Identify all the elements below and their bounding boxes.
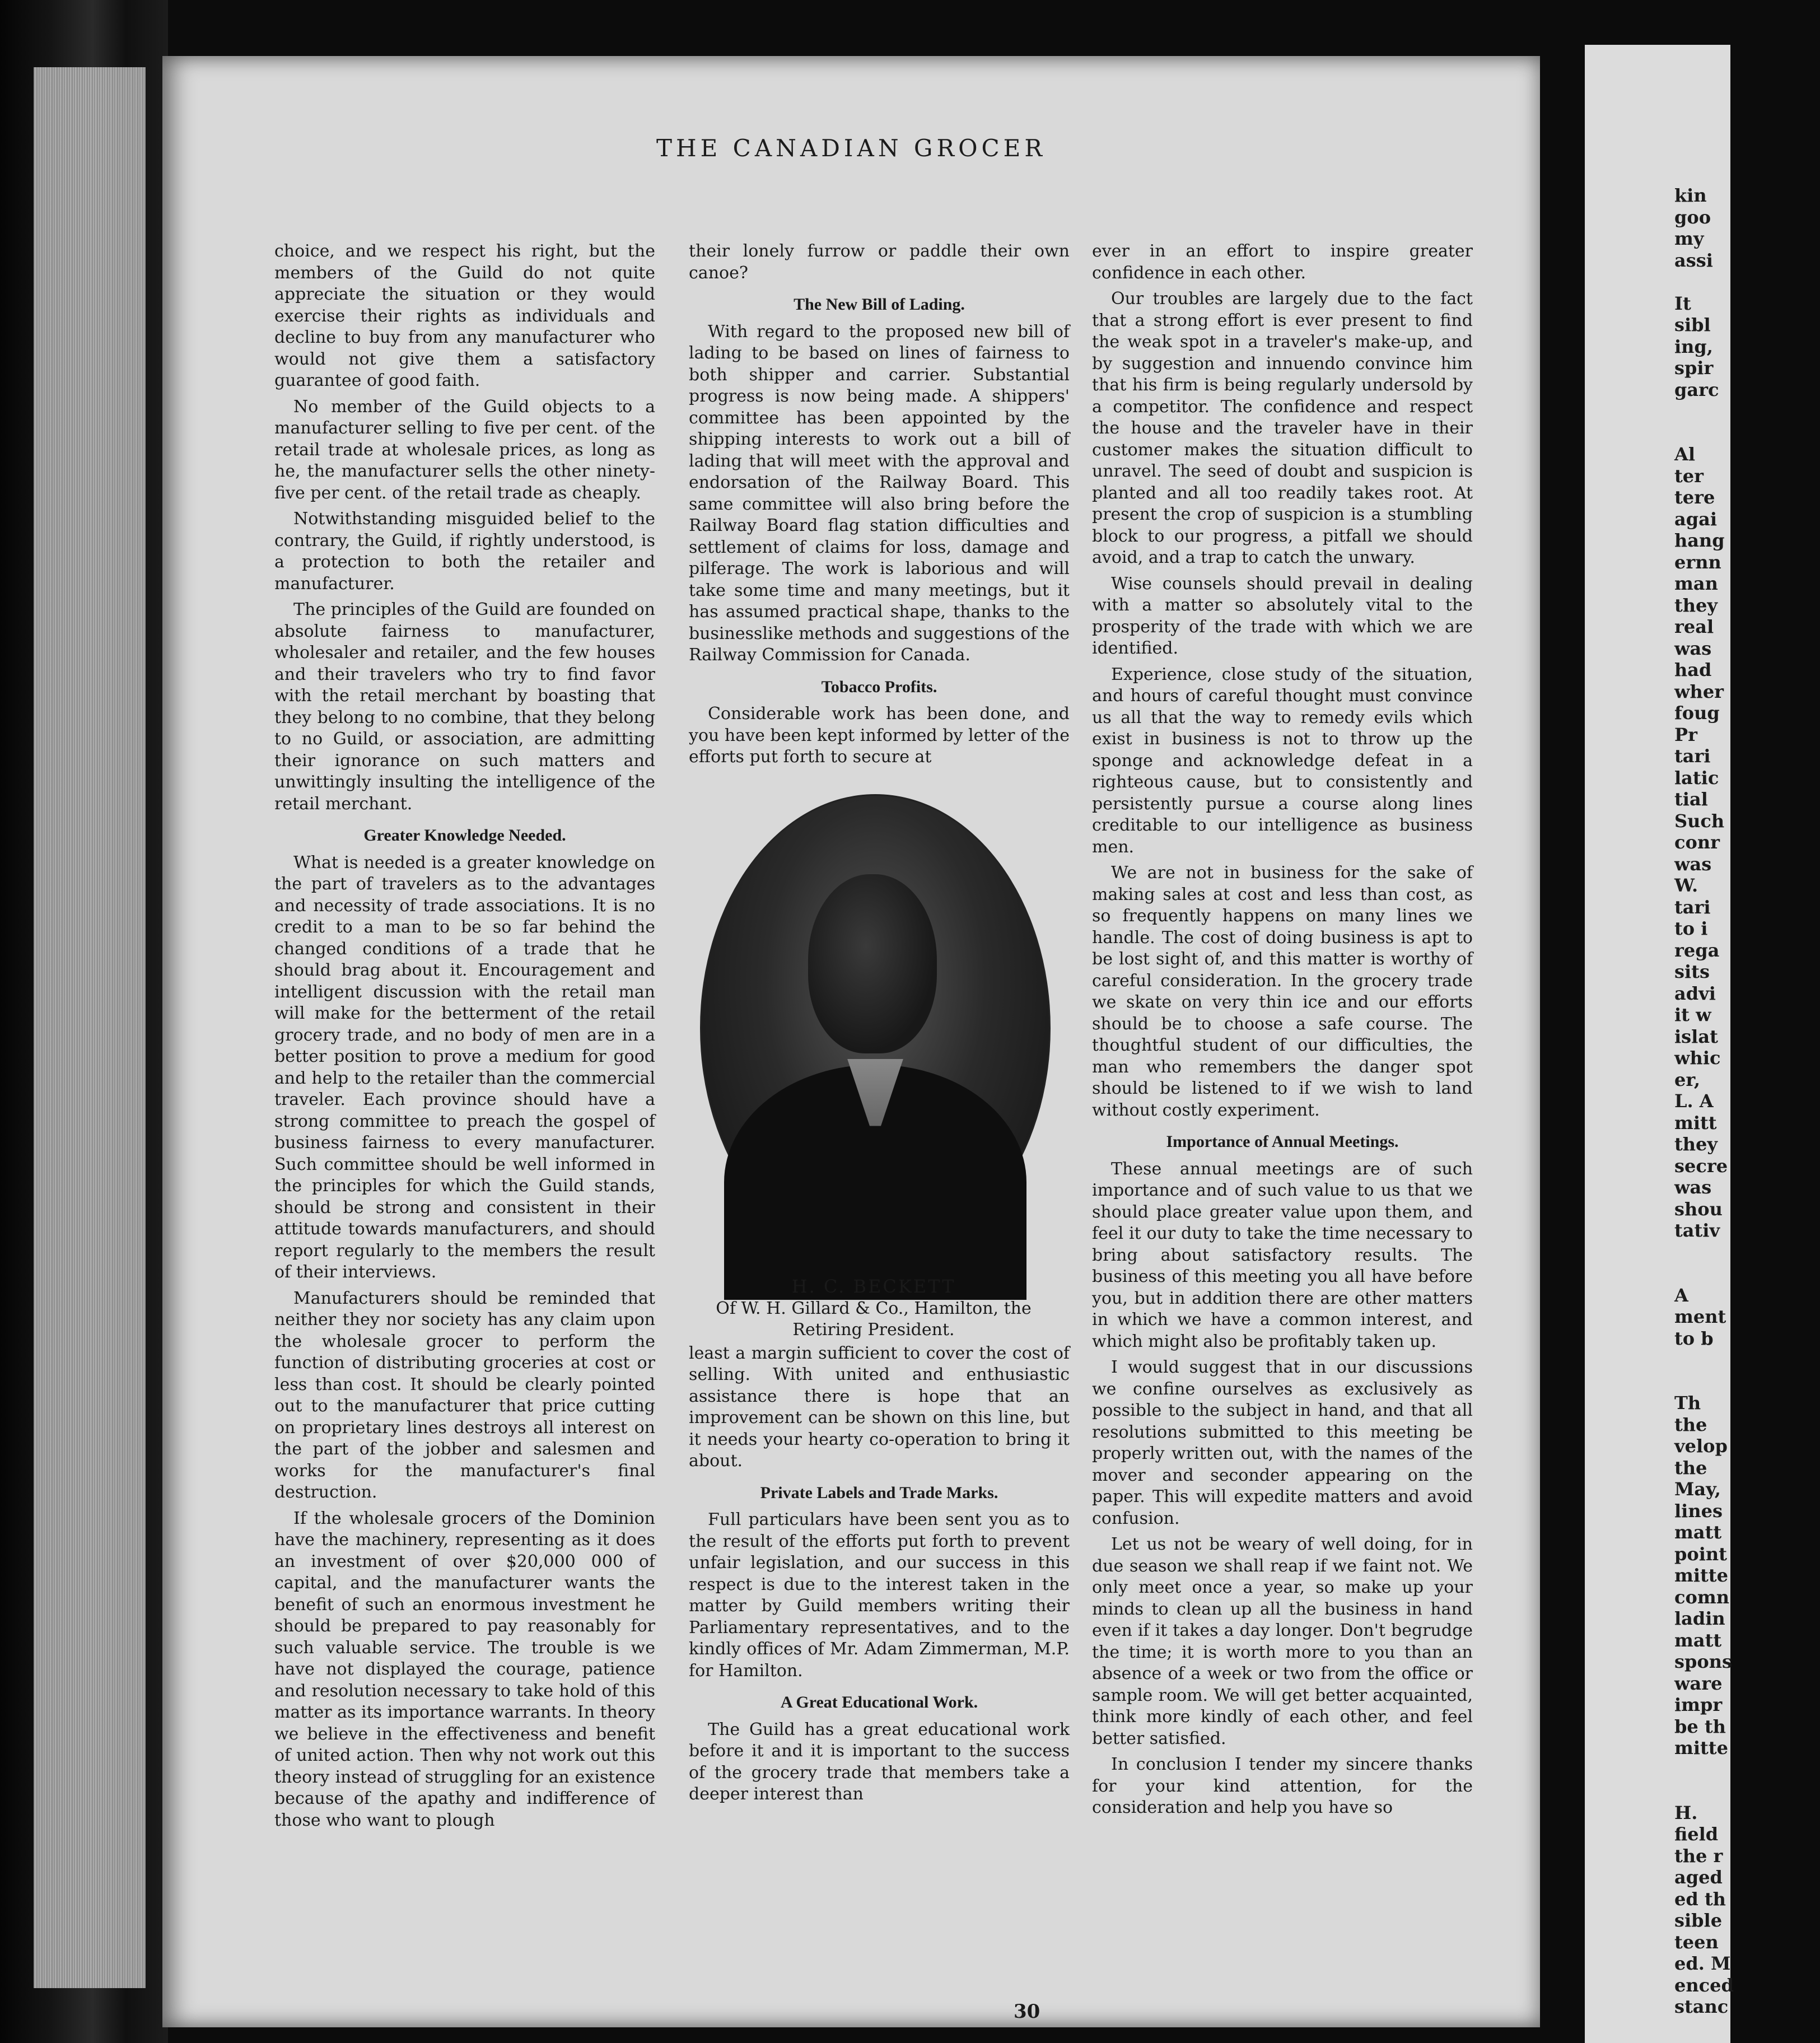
facing-page-fragment: sits (1674, 961, 1710, 982)
paragraph: These annual meetings are of such importance and of such value to us that we should place greater value upon them, and feel it our duty to take the time necessary to bring about satisfactory results. The business of this meeting you all have before you, but in addition there are other matters in which we have a common interest, and which might also be profitably taken up. (1092, 1159, 1473, 1351)
facing-page-fragment: the r (1674, 1845, 1723, 1867)
facing-page-fragment (1674, 1759, 1820, 1781)
facing-page-fragment: lines (1674, 1500, 1723, 1522)
facing-page-fragment: tari (1674, 896, 1711, 918)
facing-page-fragment: comn (1674, 1586, 1729, 1608)
column-2-bottom (689, 1343, 1070, 1806)
facing-page-fragment: man (1674, 573, 1718, 594)
facing-page-fragment: my (1674, 228, 1704, 249)
facing-page-fragment: W. (1674, 875, 1698, 896)
facing-page-fragment: tari (1674, 745, 1711, 767)
facing-page-edge (1585, 45, 1734, 2043)
facing-page-fragment: Such (1674, 810, 1725, 832)
facing-page-fragment: kin (1674, 185, 1707, 206)
facing-page-fragment: agai (1674, 508, 1717, 530)
facing-page-fragment: garc (1674, 379, 1719, 400)
facing-page-fragment: they (1674, 1134, 1718, 1155)
section-heading: Private Labels and Trade Marks. (760, 1483, 998, 1502)
page (162, 56, 1540, 2027)
facing-page-fragment: ed th (1674, 1888, 1726, 1910)
paragraph: Considerable work has been done, and you have been kept informed by letter of the efforts put forth to secure at (689, 704, 1070, 767)
paragraph: What is needed is a greater knowledge on the part of travelers as to the advantages and necessity of trade associations. It is no credit to a man to be so far behind the changed conditions of a trade that he should brag about it. Encouragement and intelligent discussion with the retail man will make for the betterment of the retail grocery trade, and no body of men are in a better position to prove a medium for good and help to the retailer than the commercial traveler. Each province should have a strong committee to preach the gospel of business fairness to every manufacturer. Such committee should be well informed in the principles for which the Guild stands, should be strong and consistent in their attitude towards manufacturers, and should report regularly to the members the result of their interviews. (274, 852, 655, 1282)
paragraph: If the wholesale grocers of the Dominion have the machinery, representing as it does an investment of over $20,000 000 of capital, and the manufacturer wants the benefit of such an enormous investment he should be prepared to pay reasonably for such valuable service. The trouble is we have not displayed the courage, patience and resolution necessary to take hold of this matter as its importance warrants. In theory we believe in the effectiveness and benefit of united action. Then why not work out this theory instead of struggling for an existence because of the apathy and indifference of those who want to plough (274, 1508, 655, 1830)
facing-page-fragment: Th (1674, 1392, 1701, 1414)
facing-page-fragment: shou (1674, 1198, 1723, 1220)
paragraph: their lonely furrow or paddle their own canoe? (689, 241, 1070, 283)
facing-page-fragment: Pr (1674, 724, 1697, 745)
paragraph: In conclusion I tender my sincere thanks for your kind attention, for the consideration and help you have so (1092, 1755, 1473, 1817)
facing-page-fragment: ment (1674, 1306, 1726, 1327)
masthead: THE CANADIAN GROCER (656, 134, 1046, 162)
facing-page-fragment: ware (1674, 1672, 1723, 1694)
facing-page-fragment (1674, 1780, 1820, 1802)
facing-page-fragment: field (1674, 1823, 1719, 1845)
paragraph: The principles of the Guild are founded on absolute fairness to manufacturer, wholesaler and retailer, and the few houses and their travelers who try to find favor with the retail merchant by boasting that they belong to no combine, that they belong to no Guild, or association, are admitting their ignorance on such matters and unwittingly insulting the intelligence of the retail merchant. (274, 600, 655, 814)
column-2-top (689, 241, 1070, 768)
facing-page-fragment: tativ (1674, 1220, 1720, 1241)
paragraph: Our troubles are largely due to the fact that a strong effort is ever present to find the weak spot in a traveler's make-up, and by suggestion and innuendo convince him that his firm is being regularly undersold by a competitor. The confidence and respect the house and the traveler have in their customer makes the situation difficult to unravel. The seed of doubt and suspicion is planted and all too readily takes root. At present the crop of suspicion is a stumbling block to our progress, a pitfall we should avoid, and a trap to catch the unwary. (1092, 289, 1473, 567)
portrait-head (808, 874, 937, 1053)
facing-page-fragment: was (1674, 1177, 1712, 1198)
facing-page-fragment: velop (1674, 1435, 1728, 1457)
section-heading: Greater Knowledge Needed. (363, 826, 566, 845)
facing-page-fragment: the (1674, 1457, 1707, 1478)
paragraph: Let us not be weary of well doing, for in due season we shall reap if we faint not. We only meet once a year, so make up your minds to clean up all the business in hand even if it takes a day longer. Don't begrudge the time; it is worth more to you than an absence of a week or two from the office or sample room. We will get better acquainted, think more kindly of each other, and feel better satisfied. (1092, 1534, 1473, 1748)
facing-page-fragment: ing, (1674, 335, 1713, 357)
paragraph: Full particulars have been sent you as to the result of the efforts put forth to prevent unfair legislation, and our success in this respect is due to the interest taken in the matter by Guild members writing their Parliamentary representatives, and to the kindly offices of Mr. Adam Zimmerman, M.P. for Hamilton. (689, 1510, 1070, 1681)
column-2 (689, 241, 1070, 1810)
facing-page-fragment: H. (1674, 1802, 1698, 1823)
facing-page-fragment: L. A (1674, 1090, 1714, 1112)
facing-page-fragment: rega (1674, 939, 1720, 961)
paragraph: We are not in business for the sake of making sales at cost and less than cost, as so frequently happens on many lines we handle. The cost of doing business is apt to be lost sight of, and this matter is worthy of careful consideration. In the grocery trade we skate on very thin ice and our efforts should be to choose a safe course. The thoughtful student of our difficulties, the man who remembers the danger spot should be listened to if we wish to land without costly experiment. (1092, 863, 1473, 1120)
facing-page-fragment: er, (1674, 1069, 1701, 1090)
paragraph: choice, and we respect his right, but the members of the Guild do not quite appreciate the situation or they would exercise their rights as individuals and decline to buy from any manufacturer who would not give them a satisfactory guarantee of good faith. (274, 241, 655, 390)
facing-page-fragment (1674, 1263, 1820, 1285)
facing-page-fragment (1674, 422, 1820, 444)
paragraph: Notwithstanding misguided belief to the contrary, the Guild, if rightly understood, is a protection to both the retailer and manufacturer. (274, 509, 655, 594)
facing-page-fragment: ladin (1674, 1608, 1725, 1629)
facing-page-fragment (1674, 1349, 1820, 1371)
facing-page-fragment: islat (1674, 1025, 1718, 1047)
paragraph: Experience, close study of the situation, and hours of careful thought must convince us all that the way to remedy evils which exist in business is not to throw up the sponge and acknowledge defeat in a righteous cause, but to consistently and persistently pursue a course along lines creditable to our intelligence as business men. (1092, 664, 1473, 857)
paragraph: Wise counsels should prevail in dealing with a matter so absolutely vital to the prosperity of the trade with which we are identified. (1092, 573, 1473, 658)
portrait-caption: Of W. H. Gillard & Co., Hamilton, the Retiring President. (716, 1298, 1032, 1340)
facing-page-fragment: It (1674, 292, 1691, 314)
facing-page-fragment: real (1674, 616, 1714, 637)
facing-page-fragment (1674, 1242, 1820, 1263)
portrait-photo (700, 794, 1051, 1262)
facing-page-fragment: matt (1674, 1629, 1722, 1651)
page-number: 30 (1014, 2000, 1040, 2023)
facing-page-fragment: was (1674, 853, 1712, 875)
facing-page-fragment: goo (1674, 206, 1711, 228)
facing-page-fragment: tere (1674, 487, 1715, 508)
paragraph: least a margin sufficient to cover the cost of selling. With united and enthusiastic assistance there is hope that an improvement can be shown on this line, but it needs your hearty co-operation to bring it about. (689, 1343, 1070, 1471)
facing-page-fragment: matt (1674, 1522, 1722, 1543)
facing-page-fragment: ter (1674, 465, 1704, 487)
facing-page-fragment: was (1674, 637, 1712, 659)
facing-page-fragment: to i (1674, 918, 1708, 939)
facing-page-fragment: stanc (1674, 1996, 1729, 2017)
facing-page-fragment (1674, 1371, 1820, 1393)
column-1 (274, 241, 655, 1836)
facing-page-fragment: ernn (1674, 551, 1721, 573)
facing-page-fragment: teen (1674, 1931, 1719, 1953)
paragraph: With regard to the proposed new bill of lading to be based on lines of fairness to both shipper and carrier. Substantial progress is now being made. A shippers' committee has been appointed by the shipping interests to work out a bill of lading that will meet with the approval and endorsation of the Railway Board. This same committee will also bring before the Railway Board flag station difficulties and settlement of claims for loss, damage and pilferage. The work is laborious and will take some time and many meetings, but it has assumed practical shape, thanks to the businesslike methods and suggestions of the Railway Commission for Canada. (689, 321, 1070, 665)
facing-page-fragment: enced (1674, 1974, 1734, 1996)
facing-page-fragment: spons (1674, 1651, 1733, 1672)
facing-page-fragment: mitte (1674, 1565, 1728, 1586)
facing-page-fragment: point (1674, 1543, 1727, 1565)
facing-page-fragment (1674, 400, 1820, 422)
facing-page-fragment: May, (1674, 1478, 1721, 1500)
paragraph: No member of the Guild objects to a manufacturer selling to five per cent. of the retail trade at wholesale prices, as long as he, the manufacturer sells the other ninety-five per cent. of the retail trade as cheaply. (274, 397, 655, 503)
facing-page-fragment: A (1674, 1284, 1688, 1306)
facing-page-fragment: impr (1674, 1694, 1723, 1715)
facing-page-fragment: be th (1674, 1715, 1726, 1737)
portrait-figure (689, 794, 1058, 1340)
facing-page-fragment: tial (1674, 789, 1708, 810)
facing-page-fragment: they (1674, 594, 1718, 616)
section-heading: Tobacco Profits. (821, 677, 937, 696)
facing-page-fragment: the (1674, 1414, 1707, 1435)
facing-page-fragment: hang (1674, 530, 1725, 551)
facing-page-fragment: to b (1674, 1327, 1714, 1349)
facing-page-fragment: sible (1674, 1910, 1723, 1931)
facing-page-fragment: wher (1674, 680, 1724, 702)
paragraph: I would suggest that in our discussions we confine ourselves as exclusively as possible to the subject in hand, and that all resolutions submitted to this meeting be properly written out, with the names of the mover and seconder appearing on the paper. This will expedite matters and avoid confusion. (1092, 1358, 1473, 1528)
facing-page-fragment: conr (1674, 832, 1720, 853)
facing-page-fragment: foug (1674, 702, 1720, 724)
facing-page-fragment: sibl (1674, 314, 1711, 335)
facing-page-fragment: Al (1674, 444, 1695, 465)
paragraph: ever in an effort to inspire greater confidence in each other. (1092, 241, 1473, 283)
facing-page-fragment: mitt (1674, 1112, 1717, 1134)
facing-page-fragment: secre (1674, 1155, 1728, 1177)
facing-page-fragment: it w (1674, 1004, 1711, 1025)
paragraph: The Guild has a great educational work before it and it is important to the success of the grocery trade that members take a deeper interest than (689, 1719, 1070, 1804)
facing-page-fragment: had (1674, 659, 1712, 680)
facing-page-fragment: latic (1674, 767, 1719, 789)
portrait-name: H. C. BECKETT (791, 1275, 956, 1297)
facing-page-fragment: advi (1674, 982, 1716, 1004)
section-heading: Importance of Annual Meetings. (1166, 1132, 1399, 1151)
facing-page-fragment: whic (1674, 1047, 1721, 1069)
column-3 (1092, 241, 1473, 1823)
facing-page-fragment: mitte (1674, 1737, 1728, 1759)
paragraph: Manufacturers should be reminded that neither they nor society has any claim upon the wholesale grocer to perform the function of distributing groceries at cost or less than cost. It should be clearly pointed out to the manufacturer that price cutting on proprietary lines destroys all interest on the part of the jobber and salesmen and works for the manufacturer's final destruction. (274, 1288, 655, 1502)
section-heading: The New Bill of Lading. (794, 295, 965, 314)
facing-page-fragment: spir (1674, 357, 1714, 379)
facing-page-text (1585, 45, 1820, 2018)
section-heading: A Great Educational Work. (780, 1693, 978, 1711)
facing-page-fragment: assi (1674, 249, 1713, 271)
facing-page-fragment: ed. M (1674, 1953, 1731, 1974)
page-edges (34, 67, 146, 1988)
facing-page-fragment (1674, 271, 1820, 293)
facing-page-fragment: aged (1674, 1867, 1723, 1888)
